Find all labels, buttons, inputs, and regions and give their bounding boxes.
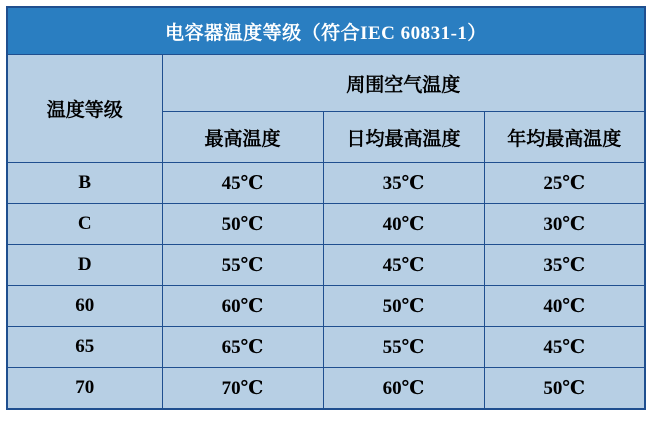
- header-daily-average-max-temperature: 日均最高温度: [323, 112, 484, 163]
- header-temperature-grade: 温度等级: [7, 55, 162, 163]
- cell-grade: B: [7, 163, 162, 204]
- cell-grade: D: [7, 245, 162, 286]
- cell-daily-average-max-temperature: 60℃: [323, 368, 484, 410]
- cell-max-temperature: 65℃: [162, 327, 323, 368]
- cell-annual-average-max-temperature: 45℃: [484, 327, 645, 368]
- cell-daily-average-max-temperature: 40℃: [323, 204, 484, 245]
- table-header-row-group: [7, 55, 645, 112]
- cell-max-temperature: 60℃: [162, 286, 323, 327]
- cell-daily-average-max-temperature: 35℃: [323, 163, 484, 204]
- table-row: [7, 327, 645, 368]
- cell-grade: 65: [7, 327, 162, 368]
- cell-grade: C: [7, 204, 162, 245]
- table-row: [7, 204, 645, 245]
- temperature-class-table: [6, 6, 646, 410]
- header-ambient-air-temperature: 周围空气温度: [162, 55, 645, 112]
- cell-annual-average-max-temperature: 35℃: [484, 245, 645, 286]
- cell-annual-average-max-temperature: 30℃: [484, 204, 645, 245]
- capacitor-temperature-table-document: [0, 6, 650, 424]
- cell-grade: 70: [7, 368, 162, 410]
- cell-grade: 60: [7, 286, 162, 327]
- cell-daily-average-max-temperature: 55℃: [323, 327, 484, 368]
- cell-max-temperature: 45℃: [162, 163, 323, 204]
- table-title-row: [7, 7, 645, 55]
- table-row: [7, 368, 645, 410]
- table-row: [7, 286, 645, 327]
- table-row: [7, 245, 645, 286]
- table-title: 电容器温度等级（符合IEC 60831-1）: [7, 7, 645, 55]
- cell-daily-average-max-temperature: 50℃: [323, 286, 484, 327]
- header-max-temperature: 最高温度: [162, 112, 323, 163]
- cell-daily-average-max-temperature: 45℃: [323, 245, 484, 286]
- table-row: [7, 163, 645, 204]
- cell-max-temperature: 55℃: [162, 245, 323, 286]
- cell-annual-average-max-temperature: 50℃: [484, 368, 645, 410]
- cell-annual-average-max-temperature: 25℃: [484, 163, 645, 204]
- cell-annual-average-max-temperature: 40℃: [484, 286, 645, 327]
- cell-max-temperature: 50℃: [162, 204, 323, 245]
- header-annual-average-max-temperature: 年均最高温度: [484, 112, 645, 163]
- cell-max-temperature: 70℃: [162, 368, 323, 410]
